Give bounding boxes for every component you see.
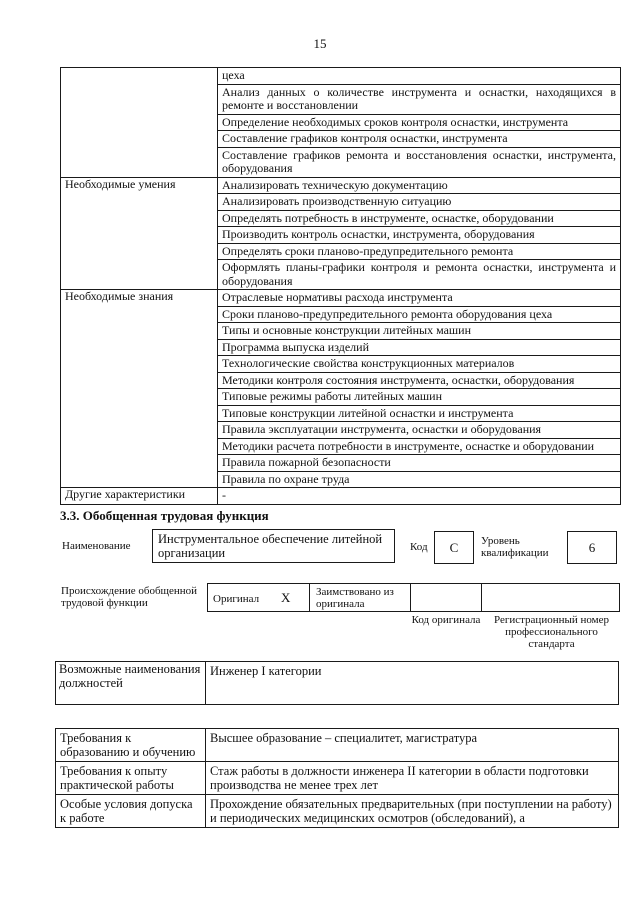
borrowed-label: Заимствовано из оригинала — [316, 586, 394, 610]
row-item: Анализировать производственную ситуацию — [218, 194, 621, 211]
row-label: Необходимые умения — [61, 177, 218, 290]
row-item: Отраслевые нормативы расхода инструмента — [218, 290, 621, 307]
row-item: Типовые конструкции литейной оснастки и инструмента — [218, 405, 621, 422]
borrowed-box — [309, 583, 411, 612]
row-item: Типовые режимы работы литейных машин — [218, 389, 621, 406]
requirement-value: Стаж работы в должности инженера II категории в области подготовки производства не менее трех лет — [206, 762, 619, 795]
code-original-label: Код оригинала — [411, 614, 481, 626]
row-item: цеха — [218, 68, 621, 85]
row-item: Оформлять планы-графики контроля и ремонта оснастки, инструмента и оборудования — [218, 260, 621, 290]
function-name-value: Инструментальное обеспечение литейной организации — [158, 532, 383, 560]
row-label — [61, 68, 218, 178]
level-label: Уровень квалификации — [481, 535, 549, 559]
row-item: Анализировать техническую документацию — [218, 177, 621, 194]
row-item: Правила эксплуатации инструмента, оснастки и оборудования — [218, 422, 621, 439]
requirement-value: Прохождение обязательных предварительных (при поступлении на работу) и периодических медицинских осмотров (обследований), а — [206, 795, 619, 828]
positions-value: Инженер I категории — [206, 662, 619, 705]
original-box — [207, 583, 310, 612]
row-item: Составление графиков ремонта и восстановления оснастки, инструмента, оборудования — [218, 147, 621, 177]
row-item: Сроки планово-предупредительного ремонта оборудования цеха — [218, 306, 621, 323]
requirement-value: Высшее образование – специалитет, магистратура — [206, 729, 619, 762]
requirement-label: Требования к образованию и обучению — [56, 729, 206, 762]
reg-number-label: Регистрационный номер профессионального стандарта — [493, 614, 610, 650]
positions-label: Возможные наименования должностей — [56, 662, 206, 705]
code-label: Код — [410, 541, 428, 553]
row-item: Технологические свойства конструкционных материалов — [218, 356, 621, 373]
table-row — [56, 729, 619, 762]
row-label: Другие характеристики — [61, 488, 218, 505]
row-item: Составление графиков контроля оснастки, инструмента — [218, 131, 621, 148]
row-item: Определять потребность в инструменте, оснастке, оборудовании — [218, 210, 621, 227]
code-box — [434, 531, 474, 564]
page-number: 15 — [313, 36, 327, 51]
table-row — [61, 177, 621, 194]
row-item: Программа выпуска изделий — [218, 339, 621, 356]
table-row — [61, 290, 621, 307]
row-item: Анализ данных о количестве инструмента и оснастки, находящихся в ремонте и восстановлении — [218, 84, 621, 114]
positions-table — [55, 661, 619, 705]
row-item: Определение необходимых сроков контроля оснастки, инструмента — [218, 114, 621, 131]
reg-number-box — [481, 583, 620, 612]
code-value: C — [449, 540, 459, 555]
code-original-box — [410, 583, 482, 612]
row-item: - — [218, 488, 621, 505]
requirements-table — [55, 728, 619, 828]
row-item: Правила пожарной безопасности — [218, 455, 621, 472]
row-item: Методики расчета потребности в инструменте, оснастке и оборудовании — [218, 438, 621, 455]
row-item: Производить контроль оснастки, инструмента, оборудования — [218, 227, 621, 244]
row-item: Типы и основные конструкции литейных машин — [218, 323, 621, 340]
requirement-label: Требования к опыту практической работы — [56, 762, 206, 795]
section-title: 3.3. Обобщенная трудовая функция — [60, 508, 269, 523]
table-row — [56, 762, 619, 795]
row-item: Методики контроля состояния инструмента, оснастки, оборудования — [218, 372, 621, 389]
function-name-box — [152, 529, 395, 563]
table-row — [56, 795, 619, 828]
table-row — [61, 488, 621, 505]
level-value: 6 — [588, 540, 596, 555]
name-label: Наименование — [62, 540, 131, 552]
requirement-label: Особые условия допуска к работе — [56, 795, 206, 828]
original-label: Оригинал — [213, 593, 260, 605]
level-box — [567, 531, 617, 564]
table-row — [61, 68, 621, 85]
original-mark: X — [281, 590, 291, 605]
origin-label: Происхождение обобщенной трудовой функции — [61, 585, 198, 609]
row-item: Правила по охране труда — [218, 471, 621, 488]
row-item: Определять сроки планово-предупредительного ремонта — [218, 243, 621, 260]
row-label: Необходимые знания — [61, 290, 218, 488]
competency-table — [60, 67, 621, 505]
